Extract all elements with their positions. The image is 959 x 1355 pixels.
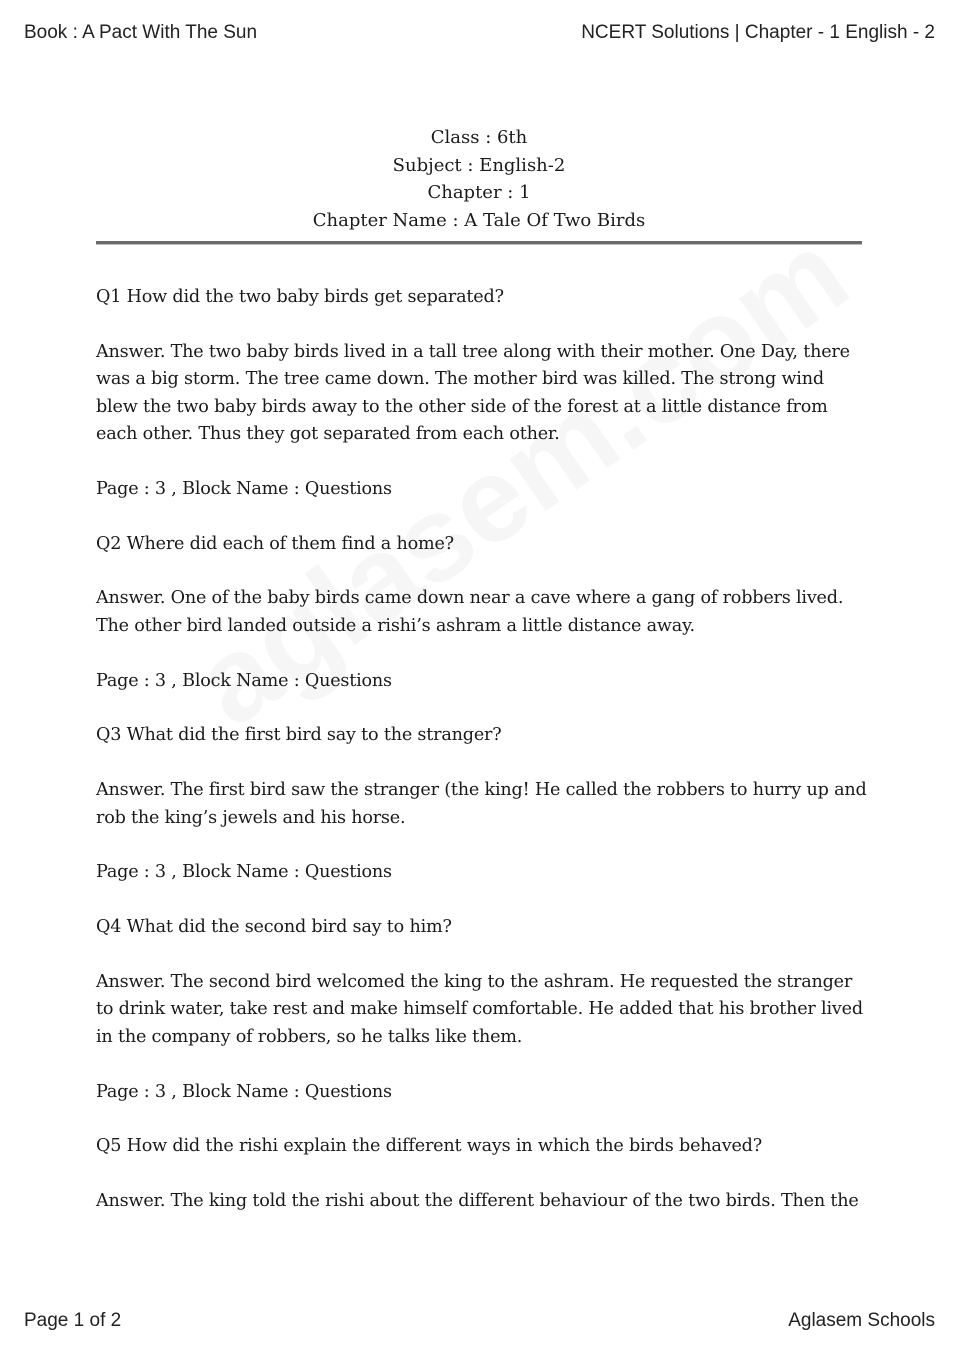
question-text: Q3 What did the first bird say to the stranger?: [96, 725, 502, 746]
chapter-name-label: Chapter Name : A Tale Of Two Birds: [312, 209, 646, 231]
question-text: Q4 What did the second bird say to him?: [96, 917, 452, 938]
answer-text: Answer. The first bird saw the stranger (the king! He called the robbers to hurry up and rob the king’s jewels and his horse.: [96, 780, 867, 828]
page-reference: Page : 3 , Block Name : Questions: [96, 478, 392, 499]
class-label: Class : 6th: [430, 127, 528, 148]
book-title: Book : A Pact With The Sun: [24, 22, 258, 43]
answer-text: Answer. The king told the rishi about the different behaviour of the two birds. Then the: [96, 1191, 859, 1212]
page-footer: [24, 1310, 935, 1336]
subject-label: Subject : English-2: [392, 154, 566, 176]
chapter-label: Chapter : 1: [427, 182, 531, 203]
page-reference: Page : 3 , Block Name : Questions: [96, 862, 392, 883]
answer-text: Answer. The second bird welcomed the king to the ashram. He requested the stranger to drink water, take rest and make himself comfortable. He added that his brother lived in the company of robbers, so he talks like them.: [96, 972, 863, 1047]
page-reference: Page : 3 , Block Name : Questions: [96, 1081, 392, 1102]
chapter-meta: [96, 124, 862, 234]
question-text: Q1 How did the two baby birds get separated?: [96, 287, 504, 307]
questions-body: [96, 284, 868, 1243]
question-text: Q5 How did the rishi explain the different ways in which the birds behaved?: [96, 1136, 762, 1157]
page-number: Page 1 of 2: [24, 1310, 122, 1331]
series-title: NCERT Solutions | Chapter - 1 English - 2: [581, 22, 935, 43]
page-header: [24, 22, 935, 50]
header-divider: [96, 241, 862, 245]
question-text: Q2 Where did each of them find a home?: [96, 533, 454, 554]
publisher-name: Aglasem Schools: [788, 1310, 935, 1331]
page-reference: Page : 3 , Block Name : Questions: [96, 670, 392, 691]
answer-text: Answer. One of the baby birds came down near a cave where a gang of robbers lived. The other bird landed outside a rishi’s ashram a little distance away.: [96, 588, 844, 636]
answer-text: Answer. The two baby birds lived in a tall tree along with their mother. One Day, there was a big storm. The tree came down. The mother bird was killed. The strong wind blew the two baby birds away to the other side of the forest at a little distance from each other. Thus they got separated from each other.: [96, 341, 850, 445]
